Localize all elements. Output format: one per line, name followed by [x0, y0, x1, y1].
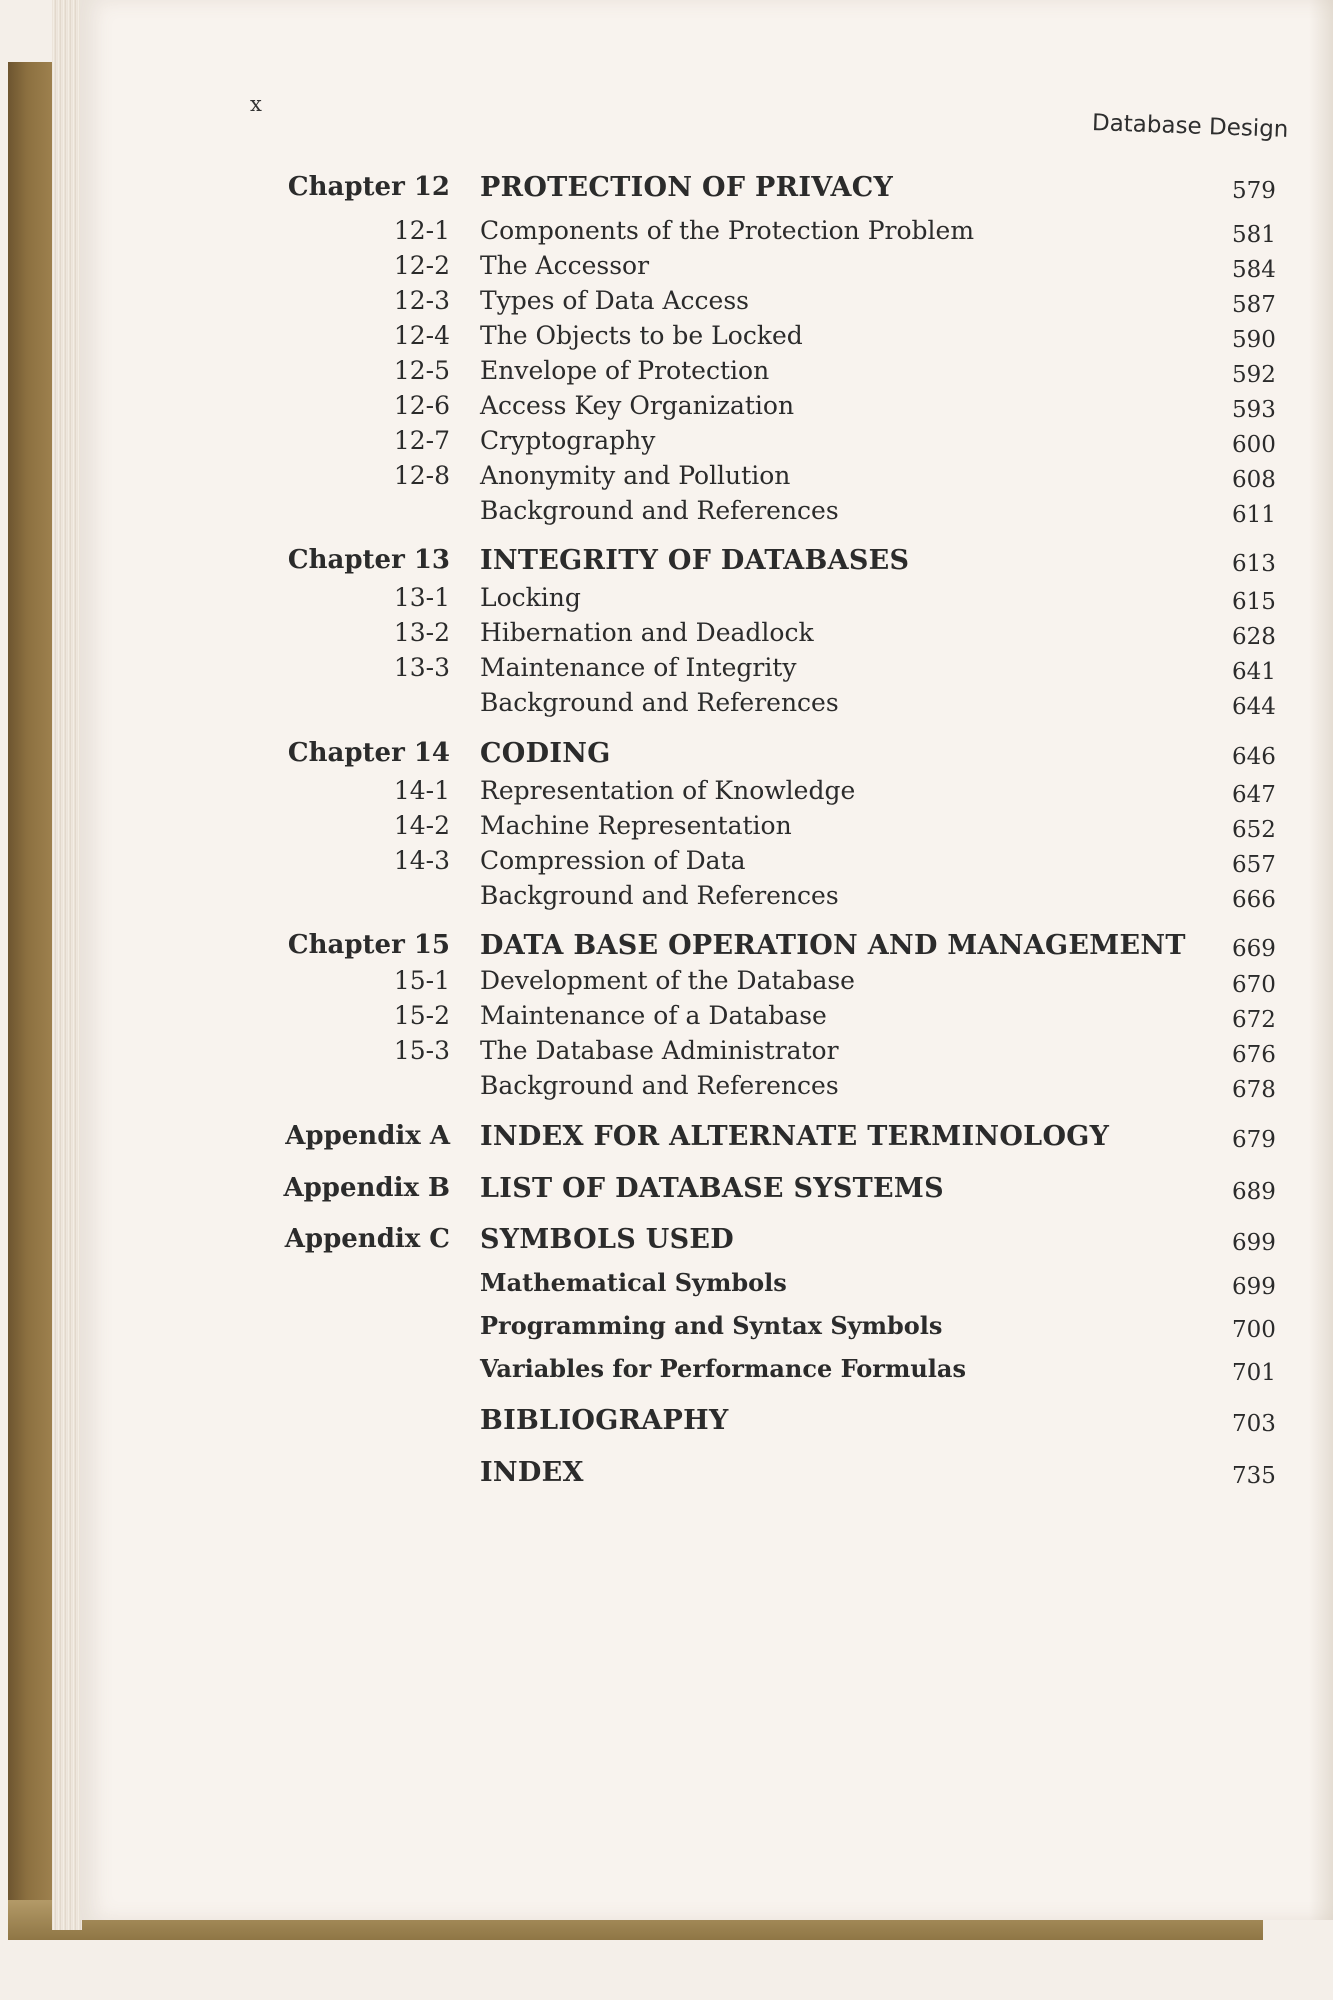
section-title: Locking: [480, 583, 581, 612]
toc-subsection-row: [0, 1268, 1333, 1302]
appendix-title: LIST OF DATABASE SYSTEMS: [480, 1173, 944, 1204]
page-number: 615: [1232, 589, 1276, 615]
page-number: 703: [1232, 1411, 1276, 1437]
toc-section-row: [0, 776, 1333, 810]
page-number: 644: [1232, 694, 1276, 720]
section-number: 12-8: [393, 461, 450, 490]
page-number: 735: [1232, 1463, 1276, 1489]
toc-section-row: [0, 583, 1333, 617]
toc-section-row: [0, 321, 1333, 355]
section-number: 14-2: [393, 811, 450, 840]
section-number: 13-1: [393, 583, 450, 612]
toc-chapter-row: [0, 930, 1333, 964]
section-title: The Accessor: [480, 251, 650, 280]
page-number: 699: [1232, 1230, 1276, 1256]
toc-appendix-row: [0, 1121, 1333, 1155]
section-title: Maintenance of Integrity: [480, 653, 797, 682]
chapter-label: Chapter 12: [287, 172, 450, 202]
section-title: Access Key Organization: [480, 391, 795, 420]
page-number: 652: [1232, 817, 1276, 843]
page-number: 701: [1232, 1360, 1276, 1386]
toc-section-row: [0, 1001, 1333, 1035]
page-number: 593: [1232, 397, 1276, 423]
toc-section-row: [0, 496, 1333, 530]
section-title: Anonymity and Pollution: [480, 461, 791, 490]
page-number: 600: [1232, 432, 1276, 458]
section-number: 12-3: [393, 286, 450, 315]
chapter-title: DATA BASE OPERATION AND MANAGEMENT: [480, 930, 1186, 961]
toc-subsection-row: [0, 1354, 1333, 1388]
page-number: 587: [1232, 292, 1276, 318]
bibliography-title: BIBLIOGRAPHY: [480, 1405, 729, 1436]
toc-section-row: [0, 688, 1333, 722]
section-number: 13-2: [393, 618, 450, 647]
chapter-label: Chapter 14: [287, 738, 450, 768]
section-number: 13-3: [393, 653, 450, 682]
toc-section-row: [0, 286, 1333, 320]
page-number: 700: [1232, 1317, 1276, 1343]
page-number: 611: [1232, 502, 1276, 528]
chapter-title: INTEGRITY OF DATABASES: [480, 545, 910, 576]
subsection-title: Variables for Performance Formulas: [480, 1354, 966, 1383]
index-title: INDEX: [480, 1457, 584, 1488]
section-title: Background and References: [480, 496, 839, 525]
toc-section-row: [0, 251, 1333, 285]
appendix-title: SYMBOLS USED: [480, 1224, 735, 1255]
toc-chapter-row: [0, 172, 1333, 206]
toc-appendix-row: [0, 1224, 1333, 1258]
appendix-title: INDEX FOR ALTERNATE TERMINOLOGY: [480, 1121, 1110, 1152]
section-title: Machine Representation: [480, 811, 792, 840]
page-number: 579: [1232, 178, 1276, 204]
toc-section-row: [0, 1071, 1333, 1105]
toc-section-row: [0, 966, 1333, 1000]
page-number: 666: [1232, 887, 1276, 913]
toc-appendix-row: [0, 1173, 1333, 1207]
subsection-title: Programming and Syntax Symbols: [480, 1311, 943, 1340]
section-title: Types of Data Access: [480, 286, 749, 315]
toc-chapter-row: [0, 738, 1333, 772]
section-title: Envelope of Protection: [480, 356, 770, 385]
page-number: 641: [1232, 659, 1276, 685]
section-title: Representation of Knowledge: [480, 776, 856, 805]
section-title: Hibernation and Deadlock: [480, 618, 814, 647]
toc-section-row: [0, 391, 1333, 425]
chapter-title: PROTECTION OF PRIVACY: [480, 172, 894, 203]
section-number: 15-1: [393, 966, 450, 995]
section-title: Cryptography: [480, 426, 656, 455]
section-number: 12-4: [393, 321, 450, 350]
section-number: 15-2: [393, 1001, 450, 1030]
toc-chapter-row: [0, 545, 1333, 579]
toc-section-row: [0, 618, 1333, 652]
page-number: 699: [1232, 1274, 1276, 1300]
toc-backmatter-row: [0, 1405, 1333, 1439]
running-head: Database Design: [1091, 110, 1289, 143]
section-title: Background and References: [480, 881, 839, 910]
toc-section-row: [0, 1036, 1333, 1070]
page-number: 672: [1232, 1007, 1276, 1033]
toc-section-row: [0, 356, 1333, 390]
section-number: 12-7: [393, 426, 450, 455]
page-number: 581: [1232, 222, 1276, 248]
toc-subsection-row: [0, 1311, 1333, 1345]
toc-section-row: [0, 846, 1333, 880]
section-number: 15-3: [393, 1036, 450, 1065]
toc-section-row: [0, 426, 1333, 460]
section-title: Maintenance of a Database: [480, 1001, 827, 1030]
section-number: 12-6: [393, 391, 450, 420]
page-number: 608: [1232, 467, 1276, 493]
chapter-label: Chapter 13: [287, 545, 450, 575]
toc-section-row: [0, 811, 1333, 845]
section-title: Compression of Data: [480, 846, 746, 875]
toc-section-row: [0, 461, 1333, 495]
section-title: Background and References: [480, 688, 839, 717]
page-number: 592: [1232, 362, 1276, 388]
toc-section-row: [0, 216, 1333, 250]
page-number: 678: [1232, 1077, 1276, 1103]
section-number: 12-2: [393, 251, 450, 280]
page-number: 657: [1232, 852, 1276, 878]
appendix-label: Appendix B: [283, 1173, 450, 1203]
page-number: 584: [1232, 257, 1276, 283]
page-number: 670: [1232, 972, 1276, 998]
chapter-label: Chapter 15: [287, 930, 450, 960]
section-title: Development of the Database: [480, 966, 855, 995]
chapter-title: CODING: [480, 738, 611, 769]
appendix-label: Appendix A: [285, 1121, 450, 1151]
page-number: 676: [1232, 1042, 1276, 1068]
page-number: 647: [1232, 782, 1276, 808]
section-number: 14-1: [393, 776, 450, 805]
toc-backmatter-row: [0, 1457, 1333, 1491]
section-title: The Database Administrator: [480, 1036, 839, 1065]
section-number: 14-3: [393, 846, 450, 875]
page-number: 679: [1232, 1127, 1276, 1153]
page-number: 590: [1232, 327, 1276, 353]
page-number: 689: [1232, 1179, 1276, 1205]
page-number: 613: [1232, 551, 1276, 577]
toc-section-row: [0, 881, 1333, 915]
section-title: Components of the Protection Problem: [480, 216, 975, 245]
section-title: The Objects to be Locked: [480, 321, 803, 350]
appendix-label: Appendix C: [284, 1224, 450, 1254]
page-number: 628: [1232, 624, 1276, 650]
subsection-title: Mathematical Symbols: [480, 1268, 787, 1297]
section-title: Background and References: [480, 1071, 839, 1100]
section-number: 12-1: [393, 216, 450, 245]
page-number: 646: [1232, 744, 1276, 770]
page-number: 669: [1232, 936, 1276, 962]
section-number: 12-5: [393, 356, 450, 385]
page-folio: x: [250, 92, 262, 116]
toc-section-row: [0, 653, 1333, 687]
